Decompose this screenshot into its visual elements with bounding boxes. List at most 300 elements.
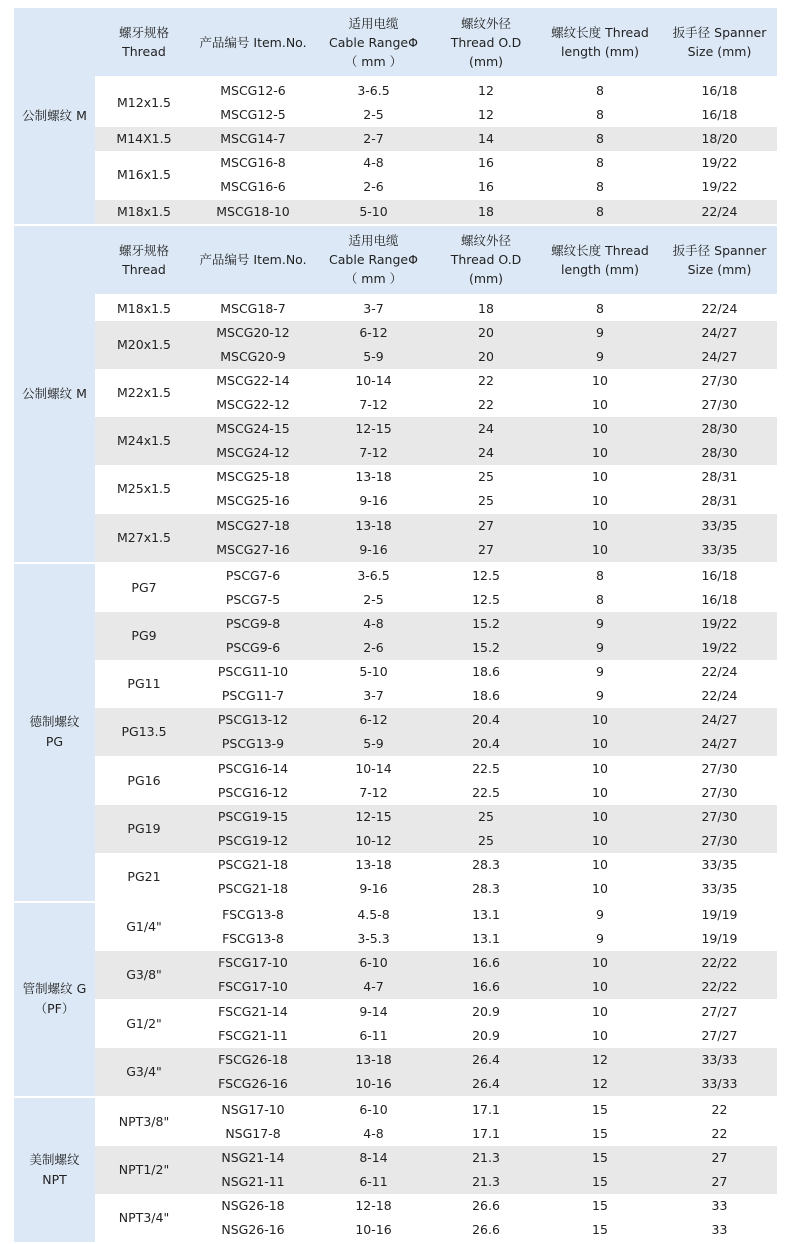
table-cell: 25 [478,469,494,485]
table-cell: 10 [592,1027,608,1043]
header-line: Thread O.D [450,252,522,268]
header-line: Thread [122,44,166,59]
table-cell: 2-7 [363,131,384,147]
category-text: 德制螺纹 PG [29,714,80,750]
table-cell: NSG17-8 [225,1126,281,1142]
table-cell: 10-14 [355,760,392,776]
thread-cell: PG13.5 [121,724,167,740]
thread-cell: PG21 [127,868,161,884]
table-cell: 12 [592,1051,608,1067]
table-cell: 15 [592,1101,608,1117]
table-cell: 33/35 [701,541,738,557]
header-line: （ mm ） [344,53,403,69]
table-cell: 3-5.3 [357,931,390,947]
table-cell: 10-12 [355,832,392,848]
table-cell: 4-8 [363,1126,384,1142]
table-cell: PSCG11-10 [217,664,289,680]
table-cell: 16.6 [472,979,500,995]
table-cell: NSG26-18 [221,1198,285,1214]
table-cell: PSCG21-18 [217,856,289,872]
header-line: length (mm) [561,261,639,277]
table-cell: 10 [592,421,608,437]
thread-cell: G1/2" [126,1015,162,1031]
table-cell: 18 [478,300,494,316]
table-cell: 15 [592,1222,608,1238]
header-line: 扳手径 Spanner [672,242,767,258]
header-line: 适用电缆 [348,15,399,31]
table-cell: 18.6 [472,688,500,704]
table-cell: MSCG24-12 [216,445,290,461]
table-cell: PSCG13-9 [221,736,285,752]
table-cell: 6-10 [359,955,388,971]
table-cell: 12 [478,83,494,99]
table-cell: FSCG21-11 [218,1027,288,1043]
table-cell: 28.3 [472,881,500,897]
table-cell: 16/18 [701,83,738,99]
header-cell [662,8,777,76]
table-cell: PSCG11-7 [221,688,285,704]
header-label [199,33,306,52]
table-cell: 33/33 [701,1075,738,1091]
table-cell: 12 [592,1075,608,1091]
table-cell: 21.3 [472,1174,500,1190]
table-cell: 27 [478,517,494,533]
table-cell: 13-18 [355,1051,392,1067]
table-cell: 13-18 [355,856,392,872]
thread-cell: M27x1.5 [117,529,171,545]
table-cell: 9 [596,615,604,631]
thread-cell: M18x1.5 [117,300,171,316]
table-cell: 8 [596,567,604,583]
table-cell: 24/27 [701,324,738,340]
table-cell: 20.4 [472,736,500,752]
table-cell: 10 [592,832,608,848]
table-cell: 14 [478,131,494,147]
table-cell: 6-10 [359,1101,388,1117]
table-cell: 19/22 [701,179,738,195]
table-cell: 13.1 [472,931,500,947]
table-cell: 15 [592,1174,608,1190]
table-cell: 27/30 [701,397,738,413]
table-cell: 22 [478,372,494,388]
header-cell [313,8,434,76]
table-cell: MSCG25-16 [216,493,290,509]
table-cell: 22/24 [701,688,738,704]
table-cell: 10 [592,372,608,388]
table-cell: 33/35 [701,881,738,897]
table-cell: 8 [596,591,604,607]
table-cell: PSCG7-6 [225,567,281,583]
table-cell: 24/27 [701,348,738,364]
table-cell: 4-7 [363,979,384,995]
table-cell: 19/22 [701,615,738,631]
table-cell: 20 [478,324,494,340]
category-label [14,1098,95,1243]
table-cell: 7-12 [359,397,388,413]
table-cell: 10 [592,881,608,897]
table-cell: 20.9 [472,1027,500,1043]
table-cell: 9 [596,348,604,364]
table-cell: 22/22 [701,955,738,971]
header-label [673,241,767,279]
table-cell: PSCG19-15 [217,808,289,824]
table-cell: 22/22 [701,979,738,995]
table-cell: 9-14 [359,1003,388,1019]
table-cell: 19/22 [701,155,738,171]
table-cell: 25 [478,832,494,848]
table-cell: 8-14 [359,1150,388,1166]
table-cell: 10 [592,541,608,557]
table-cell: NSG21-11 [221,1174,285,1190]
table-cell: PSCG9-6 [225,640,281,656]
table-cell: 18.6 [472,664,500,680]
header-label [119,241,169,279]
table-cell: 27/30 [701,832,738,848]
table-cell: 27 [478,541,494,557]
table-cell: 12-15 [355,421,392,437]
table-cell: 15.2 [472,640,500,656]
table-cell: FSCG13-8 [222,907,284,923]
table-cell: PSCG16-14 [217,760,289,776]
table-cell: FSCG26-18 [218,1051,288,1067]
table-cell: 33/35 [701,517,738,533]
header-line: （ mm ） [344,271,403,287]
table-cell: 7-12 [359,784,388,800]
header-line: Cable RangeΦ [329,252,418,268]
table-cell: MSCG25-18 [216,469,290,485]
header-cell [193,8,313,76]
header-line: 螺纹外径 [460,233,511,249]
thread-cell: M18x1.5 [117,203,171,219]
table-cell: 2-6 [363,640,384,656]
header-line: 螺牙规格 [118,242,169,258]
group-divider [95,901,777,902]
table-cell: 5-10 [359,203,388,219]
header-cell [538,226,662,294]
table-cell: 7-12 [359,445,388,461]
category-text: 管制螺纹 G （PF） [22,981,87,1017]
table-cell: 18/20 [701,131,738,147]
table-cell: 5-9 [363,736,384,752]
table-cell: 12-18 [355,1198,392,1214]
header-line: Thread [122,261,166,277]
table-cell: 22 [711,1126,728,1142]
table-cell: 10 [592,397,608,413]
table-cell: 27/27 [701,1027,738,1043]
table-cell: 9 [596,324,604,340]
table-cell: PSCG7-5 [225,591,281,607]
table-cell: 28/31 [701,469,738,485]
table-cell: 3-6.5 [357,567,390,583]
header-label [329,14,418,71]
table-cell: 10 [592,955,608,971]
header-line: Size (mm) [687,44,752,59]
table-cell: 33 [711,1222,728,1238]
table-cell: 9 [596,907,604,923]
group-divider [95,562,777,563]
header-label [119,23,169,61]
table-cell: 22/24 [701,664,738,680]
table-cell: 19/19 [701,931,738,947]
table-cell: NSG17-10 [221,1101,285,1117]
table-cell: 25 [478,493,494,509]
table-cell: 9 [596,664,604,680]
header-cell [313,226,434,294]
header-line: (mm) [468,271,504,287]
header-line: 产品编号 Item.No. [199,34,307,50]
table-cell: MSCG20-12 [216,324,290,340]
table-cell: 10 [592,469,608,485]
header-cell [434,226,538,294]
group-divider [95,224,777,225]
table-cell: 28/30 [701,445,738,461]
table-cell: MSCG12-6 [220,83,286,99]
group-divider [95,1096,777,1097]
table-cell: 4.5-8 [357,907,390,923]
header-line: length (mm) [561,44,639,59]
header-label [673,23,767,61]
table-cell: 10-14 [355,372,392,388]
table-cell: MSCG16-8 [220,155,286,171]
thread-cell: NPT1/2" [118,1162,170,1178]
table-cell: MSCG22-12 [216,397,290,413]
table-cell: 22.5 [472,760,500,776]
header-line: 适用电缆 [348,233,399,249]
header-line: 螺纹长度 Thread [551,25,649,40]
table-cell: 9 [596,688,604,704]
table-cell: 33/35 [701,856,738,872]
table-cell: FSCG17-10 [218,955,288,971]
table-cell: 15 [592,1150,608,1166]
table-cell: 17.1 [472,1126,500,1142]
table-cell: 10 [592,712,608,728]
thread-cell: G3/8" [126,967,162,983]
table-cell: 10-16 [355,1075,392,1091]
table-cell: 26.4 [472,1075,500,1091]
table-cell: 27/30 [701,808,738,824]
table-cell: PSCG13-12 [217,712,289,728]
table-cell: 16/18 [701,591,738,607]
table-cell: 10 [592,493,608,509]
table-cell: 10 [592,856,608,872]
table-cell: 10 [592,979,608,995]
table-cell: 3-7 [363,688,384,704]
table-cell: 10 [592,1003,608,1019]
table-cell: MSCG24-15 [216,421,290,437]
table-cell: 10 [592,784,608,800]
table-cell: 20.4 [472,712,500,728]
table-cell: 2-5 [363,591,384,607]
table-cell: 15 [592,1126,608,1142]
table-cell: 33/33 [701,1051,738,1067]
category-label [14,8,95,224]
table-cell: 12.5 [472,567,500,583]
table-cell: 16 [478,155,494,171]
table-cell: 6-12 [359,324,388,340]
thread-cell: PG7 [131,579,157,595]
table-cell: 8 [596,179,604,195]
table-cell: 8 [596,155,604,171]
table-cell: 18 [478,203,494,219]
table-cell: 22/24 [701,203,738,219]
header-cell [538,8,662,76]
header-line: 扳手径 Spanner [672,25,767,40]
table-cell: 9 [596,640,604,656]
table-cell: 16/18 [701,107,738,123]
thread-cell: NPT3/8" [118,1113,170,1129]
table-cell: 15 [592,1198,608,1214]
table-cell: 22 [478,397,494,413]
thread-cell: G3/4" [126,1063,162,1079]
table-cell: MSCG22-14 [216,372,290,388]
table-cell: 13-18 [355,469,392,485]
header-cell [95,8,193,76]
table-cell: 10 [592,760,608,776]
table-cell: 12 [478,107,494,123]
table-cell: 28/31 [701,493,738,509]
table-cell: 19/19 [701,907,738,923]
table-cell: MSCG27-18 [216,517,290,533]
header-line: 螺牙规格 [118,25,169,40]
thread-cell: M14X1.5 [116,131,172,147]
table-cell: 20.9 [472,1003,500,1019]
table-cell: 3-6.5 [357,83,390,99]
thread-cell: PG16 [127,772,161,788]
table-cell: 3-7 [363,300,384,316]
table-cell: MSCG20-9 [220,348,286,364]
table-cell: 27/30 [701,784,738,800]
table-cell: 13-18 [355,517,392,533]
table-cell: 20 [478,348,494,364]
table-cell: 10 [592,808,608,824]
table-cell: 26.6 [472,1198,500,1214]
table-cell: 10 [592,445,608,461]
table-cell: 2-5 [363,107,384,123]
thread-cell: M12x1.5 [117,95,171,111]
table-cell: 10 [592,517,608,533]
table-cell: 16.6 [472,955,500,971]
thread-cell: M25x1.5 [117,481,171,497]
header-cell [434,8,538,76]
table-cell: 16/18 [701,567,738,583]
table-cell: 27/30 [701,372,738,388]
table-cell: 8 [596,203,604,219]
header-label [199,250,306,269]
thread-cell: NPT3/4" [118,1210,170,1226]
table-cell: 9 [596,931,604,947]
table-cell: 4-8 [363,155,384,171]
header-label [551,23,649,61]
header-line: Size (mm) [687,261,752,277]
thread-cell: M20x1.5 [117,336,171,352]
thread-cell: PG9 [131,627,157,643]
table-cell: 8 [596,300,604,316]
table-cell: 2-6 [363,179,384,195]
table-cell: 10-16 [355,1222,392,1238]
header-line: (mm) [468,53,504,69]
table-cell: FSCG13-8 [222,931,284,947]
table-cell: 24/27 [701,712,738,728]
table-cell: 5-10 [359,664,388,680]
thread-cell: M24x1.5 [117,433,171,449]
table-cell: 10 [592,736,608,752]
header-label [329,231,418,288]
header-label [451,231,522,288]
category-label [14,564,95,901]
table-cell: 26.6 [472,1222,500,1238]
table-cell: 9-16 [359,881,388,897]
table-cell: PSCG16-12 [217,784,289,800]
table-cell: 8 [596,131,604,147]
table-cell: 21.3 [472,1150,500,1166]
table-cell: 16 [478,179,494,195]
table-cell: MSCG18-10 [216,203,290,219]
table-cell: 9-16 [359,493,388,509]
table-cell: PSCG9-8 [225,615,281,631]
table-cell: 27 [711,1150,728,1166]
table-cell: 27/27 [701,1003,738,1019]
header-line: 螺纹长度 Thread [551,242,649,258]
table-cell: 8 [596,107,604,123]
thread-cell: G1/4" [126,919,162,935]
header-line: Thread O.D [450,34,522,50]
table-cell: 33 [711,1198,728,1214]
header-cell [662,226,777,294]
table-cell: 24 [478,445,494,461]
category-text: 公制螺纹 M [22,107,87,123]
table-cell: 12-15 [355,808,392,824]
header-cell [95,226,193,294]
table-cell: 4-8 [363,615,384,631]
table-cell: 24 [478,421,494,437]
table-cell: 25 [478,808,494,824]
thread-cell: PG19 [127,820,161,836]
group-divider [95,1243,777,1244]
table-cell: 27 [711,1174,728,1190]
table-cell: 6-11 [359,1027,388,1043]
table-cell: MSCG18-7 [220,300,286,316]
table-cell: PSCG21-18 [217,881,289,897]
table-cell: 22.5 [472,784,500,800]
table-cell: MSCG12-5 [220,107,286,123]
table-cell: 22 [711,1101,728,1117]
table-cell: 8 [596,83,604,99]
table-cell: 22/24 [701,300,738,316]
table-cell: NSG26-16 [221,1222,285,1238]
header-label [451,14,522,71]
table-cell: 19/22 [701,640,738,656]
table-cell: 15.2 [472,615,500,631]
table-cell: 28.3 [472,856,500,872]
table-cell: 24/27 [701,736,738,752]
table-cell: MSCG27-16 [216,541,290,557]
table-cell: 9-16 [359,541,388,557]
table-cell: FSCG26-16 [218,1075,288,1091]
table-cell: MSCG16-6 [220,179,286,195]
header-label [551,241,649,279]
category-label [14,903,95,1096]
table-cell: 26.4 [472,1051,500,1067]
header-line: 螺纹外径 [460,15,511,31]
header-line: Cable RangeΦ [329,34,418,50]
table-cell: 17.1 [472,1101,500,1117]
category-text: 美制螺纹 NPT [29,1152,80,1188]
table-cell: 6-12 [359,712,388,728]
thread-cell: PG11 [127,676,161,692]
table-cell: NSG21-14 [221,1150,285,1166]
table-cell: 13.1 [472,907,500,923]
category-text: 公制螺纹 M [22,385,87,401]
